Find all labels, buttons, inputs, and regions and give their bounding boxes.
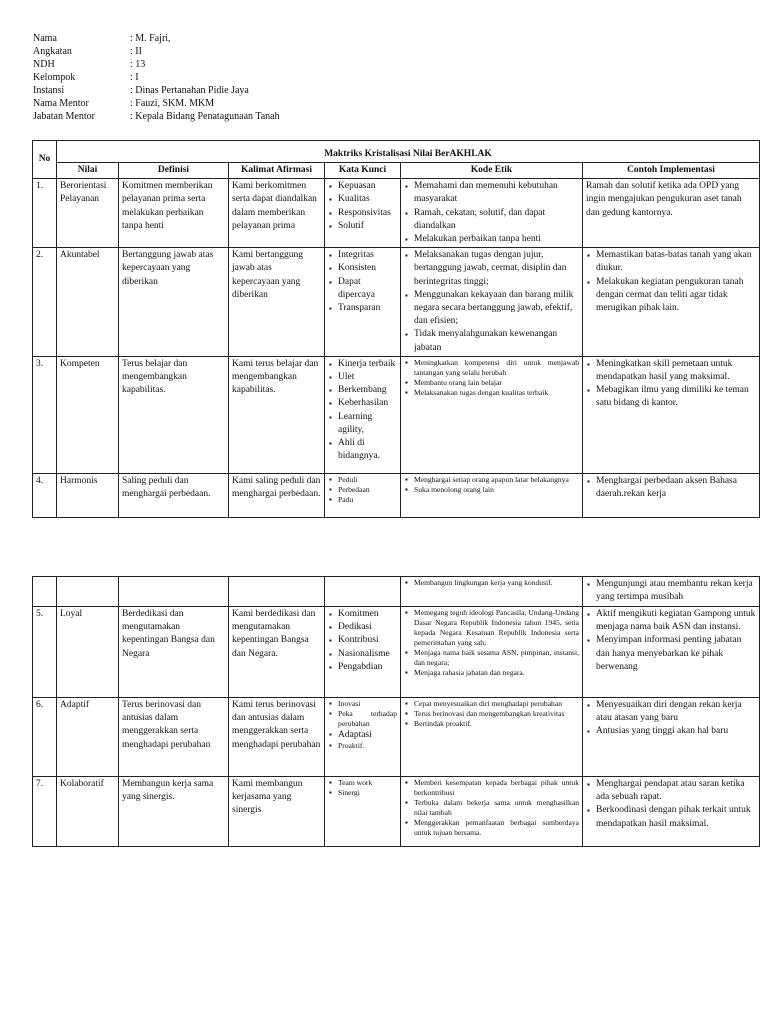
table-title: Maktriks Kristalisasi Nilai BerAKHLAK bbox=[57, 141, 760, 163]
list-item: ▪ Team work bbox=[337, 778, 397, 788]
list-item: ▪ Cepat menyesuaikan diri menghadapi perubahan bbox=[413, 699, 579, 709]
info-label: Angkatan bbox=[33, 46, 72, 57]
list-item: ▪ Menjaga rahasia jabatan dan negara. bbox=[413, 668, 579, 678]
info-label: Jabatan Mentor bbox=[33, 111, 95, 122]
list-item: ▪ Melaksanakan tugas dengan jujur, bertanggung jawab, cermat, disiplin dan berintegritas tinggi; bbox=[413, 249, 579, 289]
row-kata-kunci bbox=[325, 248, 401, 357]
row-definisi: Komitmen memberikan pelayanan prima serta melakukan perbaikan tanpa henti bbox=[119, 179, 229, 248]
info-value: : Fauzi, SKM. MKM bbox=[130, 98, 215, 109]
row-contoh bbox=[583, 777, 760, 847]
table-row bbox=[33, 179, 760, 248]
list-item: ▪ Suka menolong orang lain bbox=[413, 485, 579, 495]
list-item: ▪ Memastikan batas-batas tanah yang akan diukur. bbox=[595, 249, 756, 275]
list-item: ▪ Adaptasi bbox=[337, 729, 397, 741]
row-definisi: Berdedikasi dan mengutamakan kepentingan Bangsa dan Negara bbox=[119, 607, 229, 698]
identity-block bbox=[33, 32, 280, 123]
row-no: 5. bbox=[33, 607, 57, 698]
row-nilai: Kolaboratif bbox=[57, 777, 119, 847]
list-item: ▪ Aktif mengikuti kegiatan Gampong untuk menjaga nama baik ASN dan instansi. bbox=[595, 608, 756, 634]
list-item: ▪ Keberhasilan bbox=[337, 397, 397, 410]
list-item: ▪ Membangun lingkungan kerja yang kondusif. bbox=[413, 578, 579, 588]
list-item: ▪ Peka terhadap perubahan bbox=[337, 709, 397, 729]
list-item: ▪ Memegang teguh ideologi Pancasila, Undang-Undang Dasar Negara Republik Indonesia tahun 1945, setia kepada Negara Kesatuan Republik Indonesia serta pemerintahan yang sah; bbox=[413, 608, 579, 648]
info-row bbox=[33, 97, 280, 110]
list-item: ▪ Meningkatkan skill pemetaan untuk mendapatkan hasil yang maksimal. bbox=[595, 358, 756, 384]
row-kalimat: Kami berkomitmen serta dapat diandalkan dalam memberikan pelayanan prima bbox=[229, 179, 325, 248]
info-label: Instansi bbox=[33, 85, 65, 96]
list-item: ▪ Melaksanakan tugas dengan kualitas terbaik bbox=[413, 388, 579, 398]
list-item: ▪ Konsisten bbox=[337, 262, 397, 275]
list-item: ▪ Sinergi bbox=[337, 788, 397, 798]
row-contoh bbox=[583, 473, 760, 517]
row-nilai: Harmonis bbox=[57, 473, 119, 517]
list-item: ▪ Antusias yang tinggi akan hal baru bbox=[595, 725, 756, 738]
list-item: ▪ Menyesuaikan diri dengan rekan kerja atau atasan yang baru bbox=[595, 699, 756, 725]
info-row bbox=[33, 84, 280, 97]
row-kode-etik bbox=[401, 777, 583, 847]
row-nilai: Kompeten bbox=[57, 356, 119, 473]
list-item: ▪ Kepuasan bbox=[337, 180, 397, 193]
row-kode-etik bbox=[401, 248, 583, 357]
row-contoh bbox=[583, 356, 760, 473]
list-item: ▪ Menggunakan kekayaan dan barang milik negara secara bertanggung jawab, efektif, dan efisien; bbox=[413, 289, 579, 329]
row-kalimat: Kami terus belajar dan mengembangkan kapabilitas. bbox=[229, 356, 325, 473]
table-row bbox=[33, 248, 760, 357]
list-item: ▪ Ahli di bidangnya. bbox=[337, 437, 397, 463]
info-value: : 13 bbox=[130, 59, 146, 70]
table-row bbox=[33, 777, 760, 847]
info-value: : Dinas Pertanahan Pidie Jaya bbox=[130, 85, 249, 96]
header-kata-kunci: Kata Kunci bbox=[325, 163, 401, 179]
row-kata-kunci bbox=[325, 777, 401, 847]
row-kode-etik bbox=[401, 577, 583, 607]
row-contoh: Ramah dan solutif ketika ada OPD yang ingin mengajukan pengukuran aset tanah dan gedung kantornya. bbox=[583, 179, 760, 248]
info-row bbox=[33, 71, 280, 84]
list-item: ▪ Menjaga nama baik sesama ASN, pimpinan, instansi, dan negara; bbox=[413, 648, 579, 668]
row-definisi bbox=[119, 577, 229, 607]
list-item: ▪ Komitmen bbox=[337, 608, 397, 621]
list-item: ▪ Proaktif. bbox=[337, 741, 397, 751]
list-item: ▪ Kinerja terbaik bbox=[337, 358, 397, 371]
row-kata-kunci bbox=[325, 179, 401, 248]
list-item: ▪ Ulet bbox=[337, 371, 397, 384]
header-kode-etik: Kode Etik bbox=[401, 163, 583, 179]
info-row bbox=[33, 32, 280, 45]
list-item: ▪ Solutif bbox=[337, 220, 397, 233]
list-item: ▪ Berkoodinasi dengan pihak terkait untuk mendapatkan hasil maksimal. bbox=[595, 804, 756, 830]
row-no: 4. bbox=[33, 473, 57, 517]
row-kode-etik bbox=[401, 179, 583, 248]
table-row bbox=[33, 607, 760, 698]
list-item: ▪ Melakukan kegiatan pengukuran tanah dengan cermat dan teliti agar tidak merugikan pihak lain. bbox=[595, 276, 756, 316]
row-kata-kunci bbox=[325, 577, 401, 607]
info-row bbox=[33, 45, 280, 58]
row-nilai: Berorientasi Pelayanan bbox=[57, 179, 119, 248]
list-item: ▪ Memahami dan memenuhi kebutuhan masyarakat bbox=[413, 180, 579, 206]
info-label: Nama Mentor bbox=[33, 98, 89, 109]
row-contoh bbox=[583, 607, 760, 698]
row-kata-kunci bbox=[325, 698, 401, 777]
values-matrix-table-continued bbox=[32, 576, 760, 847]
row-no: 7. bbox=[33, 777, 57, 847]
row-no: 6. bbox=[33, 698, 57, 777]
list-item: ▪ Menghargai setiap orang apapun latar belakangnya bbox=[413, 475, 579, 485]
header-kalimat: Kalimat Afirmasi bbox=[229, 163, 325, 179]
row-kode-etik bbox=[401, 607, 583, 698]
list-item: ▪ Inovasi bbox=[337, 699, 397, 709]
table-row bbox=[33, 698, 760, 777]
row-kalimat: Kami terus berinovasi dan antusias dalam menggerakkan serta menghadapi perubahan bbox=[229, 698, 325, 777]
header-contoh: Contoh Implementasi bbox=[583, 163, 760, 179]
info-label: Kelompok bbox=[33, 72, 76, 83]
list-item: ▪ Menyimpan informasi penting jabatan dan hanya menyebarkan ke pihak berwenang bbox=[595, 634, 756, 674]
row-no: 2. bbox=[33, 248, 57, 357]
list-item: ▪ Pengabdian bbox=[337, 661, 397, 674]
row-kode-etik bbox=[401, 698, 583, 777]
row-kode-etik bbox=[401, 356, 583, 473]
row-definisi: Membangun kerja sama yang sinergis. bbox=[119, 777, 229, 847]
header-definisi: Definisi bbox=[119, 163, 229, 179]
values-matrix-table bbox=[32, 140, 760, 518]
row-kata-kunci bbox=[325, 473, 401, 517]
info-row bbox=[33, 58, 280, 71]
row-nilai bbox=[57, 577, 119, 607]
list-item: ▪ Berkembang bbox=[337, 384, 397, 397]
row-kalimat: Kami berdedikasi dan mengutamakan kepentingan Bangsa dan Negara. bbox=[229, 607, 325, 698]
info-value: : II bbox=[130, 46, 142, 57]
list-item: ▪ Tidak menyalahgunakan kewenangan jabatan bbox=[413, 328, 579, 354]
list-item: ▪ Nasionalisme bbox=[337, 648, 397, 661]
row-kode-etik bbox=[401, 473, 583, 517]
list-item: ▪ Bertindak proaktif. bbox=[413, 719, 579, 729]
info-label: NDH bbox=[33, 59, 55, 70]
list-item: ▪ Kontribusi bbox=[337, 634, 397, 647]
row-contoh bbox=[583, 248, 760, 357]
list-item: ▪ Mebagikan ilmu yang dimiliki ke teman satu bidang di kantor. bbox=[595, 384, 756, 410]
list-item: ▪ Mengunjungi atau membantu rekan kerja yang tertimpa musibah bbox=[595, 578, 756, 604]
row-nilai: Loyal bbox=[57, 607, 119, 698]
header-no: No bbox=[33, 141, 57, 179]
info-row bbox=[33, 110, 280, 123]
list-item: ▪ Ramah, cekatan, solutif, dan dapat diandalkan bbox=[413, 207, 579, 233]
list-item: ▪ Dedikasi bbox=[337, 621, 397, 634]
list-item: ▪ Transparan bbox=[337, 302, 397, 315]
list-item: ▪ Menggerakkan pemanfaatan berbagai sumberdaya untuk tujuan bersama. bbox=[413, 818, 579, 838]
row-no: 1. bbox=[33, 179, 57, 248]
list-item: ▪ Melakukan perbaikan tanpa henti bbox=[413, 233, 579, 246]
table-row bbox=[33, 577, 760, 607]
row-kalimat: Kami bertanggung jawab atas kepercayaan yang diberikan bbox=[229, 248, 325, 357]
list-item: ▪ Terus berinovasi dan mengembangkan kreativitas bbox=[413, 709, 579, 719]
list-item: ▪ Terbuka dalam bekerja sama untuk menghasilkan nilai tambah bbox=[413, 798, 579, 818]
row-contoh bbox=[583, 698, 760, 777]
list-item: ▪ Perbedaan bbox=[337, 485, 397, 495]
list-item: ▪ Meningkatkan kompetensi diri untuk menjawab tantangan yang selalu berubah bbox=[413, 358, 579, 378]
list-item: ▪ Integritas bbox=[337, 249, 397, 262]
list-item: ▪ Peduli bbox=[337, 475, 397, 485]
row-contoh bbox=[583, 577, 760, 607]
list-item: ▪ Membantu orang lain belajar bbox=[413, 378, 579, 388]
row-kata-kunci bbox=[325, 356, 401, 473]
row-no bbox=[33, 577, 57, 607]
list-item: ▪ Menghargai perbedaan aksen Bahasa daerah.rekan kerja bbox=[595, 475, 756, 501]
row-no: 3. bbox=[33, 356, 57, 473]
info-value: : M. Fajri, bbox=[130, 33, 171, 44]
list-item: ▪ Menghargai pendapat atau saran ketika ada sebuah rapat. bbox=[595, 778, 756, 804]
table-row bbox=[33, 473, 760, 517]
row-definisi: Saling peduli dan menghargai perbedaan. bbox=[119, 473, 229, 517]
list-item: ▪ Dapat dipercaya bbox=[337, 276, 397, 302]
info-label: Nama bbox=[33, 33, 57, 44]
row-kalimat: Kami saling peduli dan menghargai perbedaan. bbox=[229, 473, 325, 517]
info-value: : Kepala Bidang Penatagunaan Tanah bbox=[130, 111, 280, 122]
row-definisi: Terus berinovasi dan antusias dalam menggerakkan serta menghadapi perubahan bbox=[119, 698, 229, 777]
row-nilai: Akuntabel bbox=[57, 248, 119, 357]
row-nilai: Adaptif bbox=[57, 698, 119, 777]
table-row bbox=[33, 356, 760, 473]
row-kalimat: Kami membangun kerjasama yang sinergis bbox=[229, 777, 325, 847]
list-item: ▪ Responsivitas bbox=[337, 207, 397, 220]
row-kata-kunci bbox=[325, 607, 401, 698]
header-nilai: Nilai bbox=[57, 163, 119, 179]
list-item: ▪ Learning agility, bbox=[337, 411, 397, 437]
row-definisi: Bertanggung jawab atas kepercayaan yang diberikan bbox=[119, 248, 229, 357]
list-item: ▪ Memberi kesempatan kepada berbagai pihak untuk berkontribusi bbox=[413, 778, 579, 798]
row-definisi: Terus belajar dan mengembangkan kapabilitas. bbox=[119, 356, 229, 473]
list-item: ▪ Kualitas bbox=[337, 193, 397, 206]
row-kalimat bbox=[229, 577, 325, 607]
info-value: : I bbox=[130, 72, 139, 83]
list-item: ▪ Padu bbox=[337, 495, 397, 505]
